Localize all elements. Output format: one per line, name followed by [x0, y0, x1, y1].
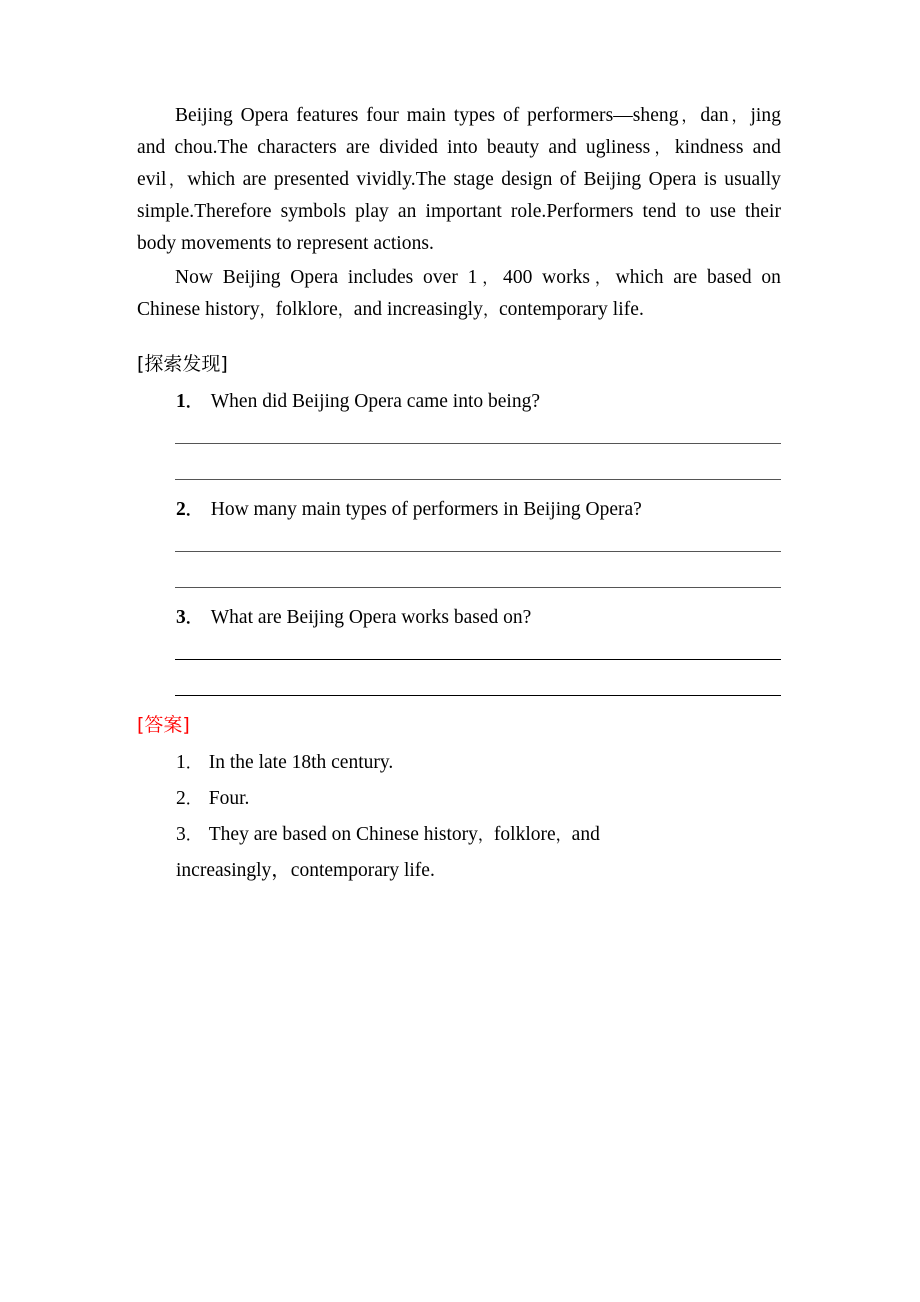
answer-text-3: They are based on Chinese history，folklore，and [208, 824, 600, 845]
answer-text-1: In the late 18th century. [208, 752, 394, 773]
paragraph-1: Beijing Opera features four main types of performers—sheng，dan，jing and chou.The characters are divided into beauty and ugliness，kindness and evil，which are presented vividly.The stage design of Beijing Opera is usually simple.Therefore symbols play an important role.Performers tend to use their body movements to represent actions. [137, 105, 781, 254]
question-text-3: What are Beijing Opera works based on? [210, 607, 532, 628]
answer-number-3: 3． [176, 824, 202, 845]
answer-rule-2b[interactable] [175, 587, 781, 588]
answer-text-2: Four. [208, 788, 250, 809]
question-text-2: How many main types of performers in Beijing Opera? [210, 499, 642, 520]
answer-item-3-continuation [176, 857, 796, 885]
answer-item-1 [176, 749, 796, 777]
answer-key-heading: [答案] [137, 714, 190, 736]
answer-rule-3a[interactable] [175, 659, 781, 660]
article-body [137, 100, 781, 326]
explore-section-heading: [探索发现] [137, 353, 228, 375]
paragraph-2: Now Beijing Opera includes over 1，400 works，which are based on Chinese history，folklore，and increasingly，contemporary life. [137, 267, 781, 320]
answer-rule-2a[interactable] [175, 551, 781, 552]
answer-number-2: 2． [176, 788, 202, 809]
answer-rule-1b[interactable] [175, 479, 781, 480]
question-number-1: 1． [176, 391, 202, 412]
question-number-2: 2． [176, 499, 202, 520]
question-number-3: 3． [176, 607, 202, 628]
question-item-3 [176, 604, 786, 632]
answer-item-2 [176, 785, 796, 813]
question-item-2 [176, 496, 786, 524]
question-item-1 [176, 388, 786, 416]
answer-rule-1a[interactable] [175, 443, 781, 444]
question-text-1: When did Beijing Opera came into being? [210, 391, 540, 412]
answer-number-1: 1． [176, 752, 202, 773]
answer-item-3 [176, 821, 796, 849]
answer-rule-3b[interactable] [175, 695, 781, 696]
answer-text-3-continuation: increasingly，contemporary life. [176, 860, 435, 881]
